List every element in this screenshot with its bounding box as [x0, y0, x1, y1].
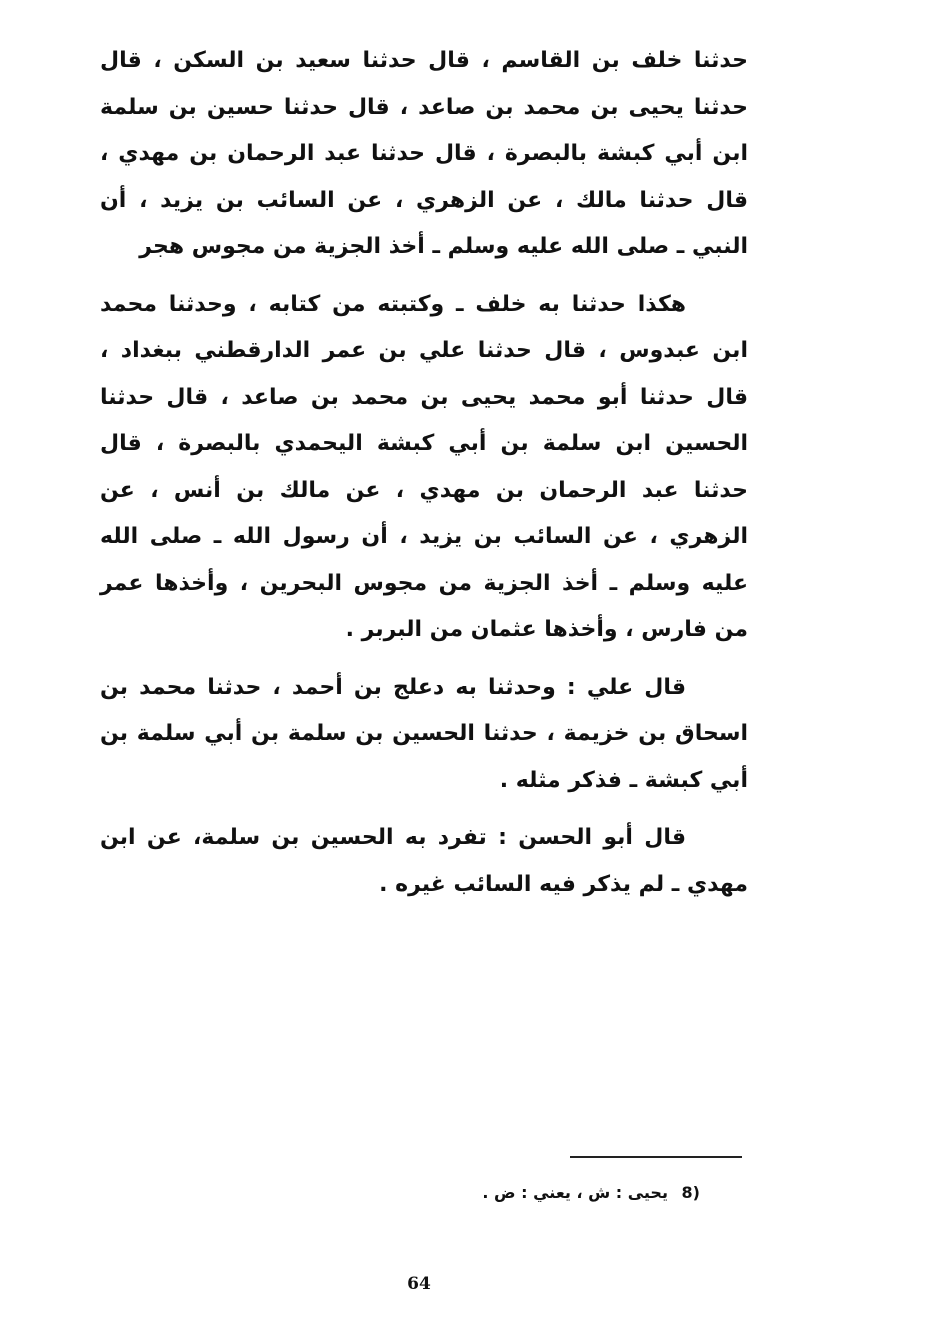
paragraph-3: قال علي : وحدثنا به دعلج بن أحمد ، حدثنا محمد بن اسحاق بن خزيمة ، حدثنا الحسين بن سلمة بن أبي سلمة بن أبي كبشة ـ فذكر مثله . [100, 674, 748, 793]
paragraph-2: هكذا حدثنا به خلف ـ وكتبته من كتابه ، وحدثنا محمد ابن عبدوس ، قال حدثنا علي بن عمر الدارقطني ببغداد ، قال حدثنا أبو محمد يحيى بن محمد بن صاعد ، قال حدثنا الحسين ابن سلمة بن أبي كبشة اليحمدي بالبصرة ، قال حدثنا عبد الرحمان بن مهدي ، عن مالك بن أنس ، عن الزهري ، عن السائب بن يزيد ، أن رسول الله ـ صلى الله عليه وسلم ـ أخذ الجزية من مجوس البحرين ، وأخذها عمر من فارس ، وأخذها عثمان من البربر . [100, 291, 748, 642]
footnote-number: 8) [681, 1183, 700, 1202]
footnote-text: يحيى : ش ، يعني : ض . [482, 1183, 668, 1202]
paragraph-1: حدثنا خلف بن القاسم ، قال حدثنا سعيد بن السكن ، قال حدثنا يحيى بن محمد بن صاعد ، قال حدثنا حسين بن سلمة ابن أبي كبشة بالبصرة ، قال حدثنا عبد الرحمان بن مهدي ، قال حدثنا مالك ، عن الزهري ، عن السائب بن يزيد ، أن النبي ـ صلى الله عليه وسلم ـ أخذ الجزية من مجوس هجر [100, 48, 748, 259]
footnote-divider [570, 1156, 742, 1158]
paragraph-4: قال أبو الحسن : تفرد به الحسين بن سلمة، عن ابن مهدي ـ لم يذكر فيه السائب غيره . [100, 825, 748, 897]
page-number: 64 [407, 1274, 431, 1294]
footnote [300, 1178, 700, 1208]
main-text [100, 38, 748, 919]
